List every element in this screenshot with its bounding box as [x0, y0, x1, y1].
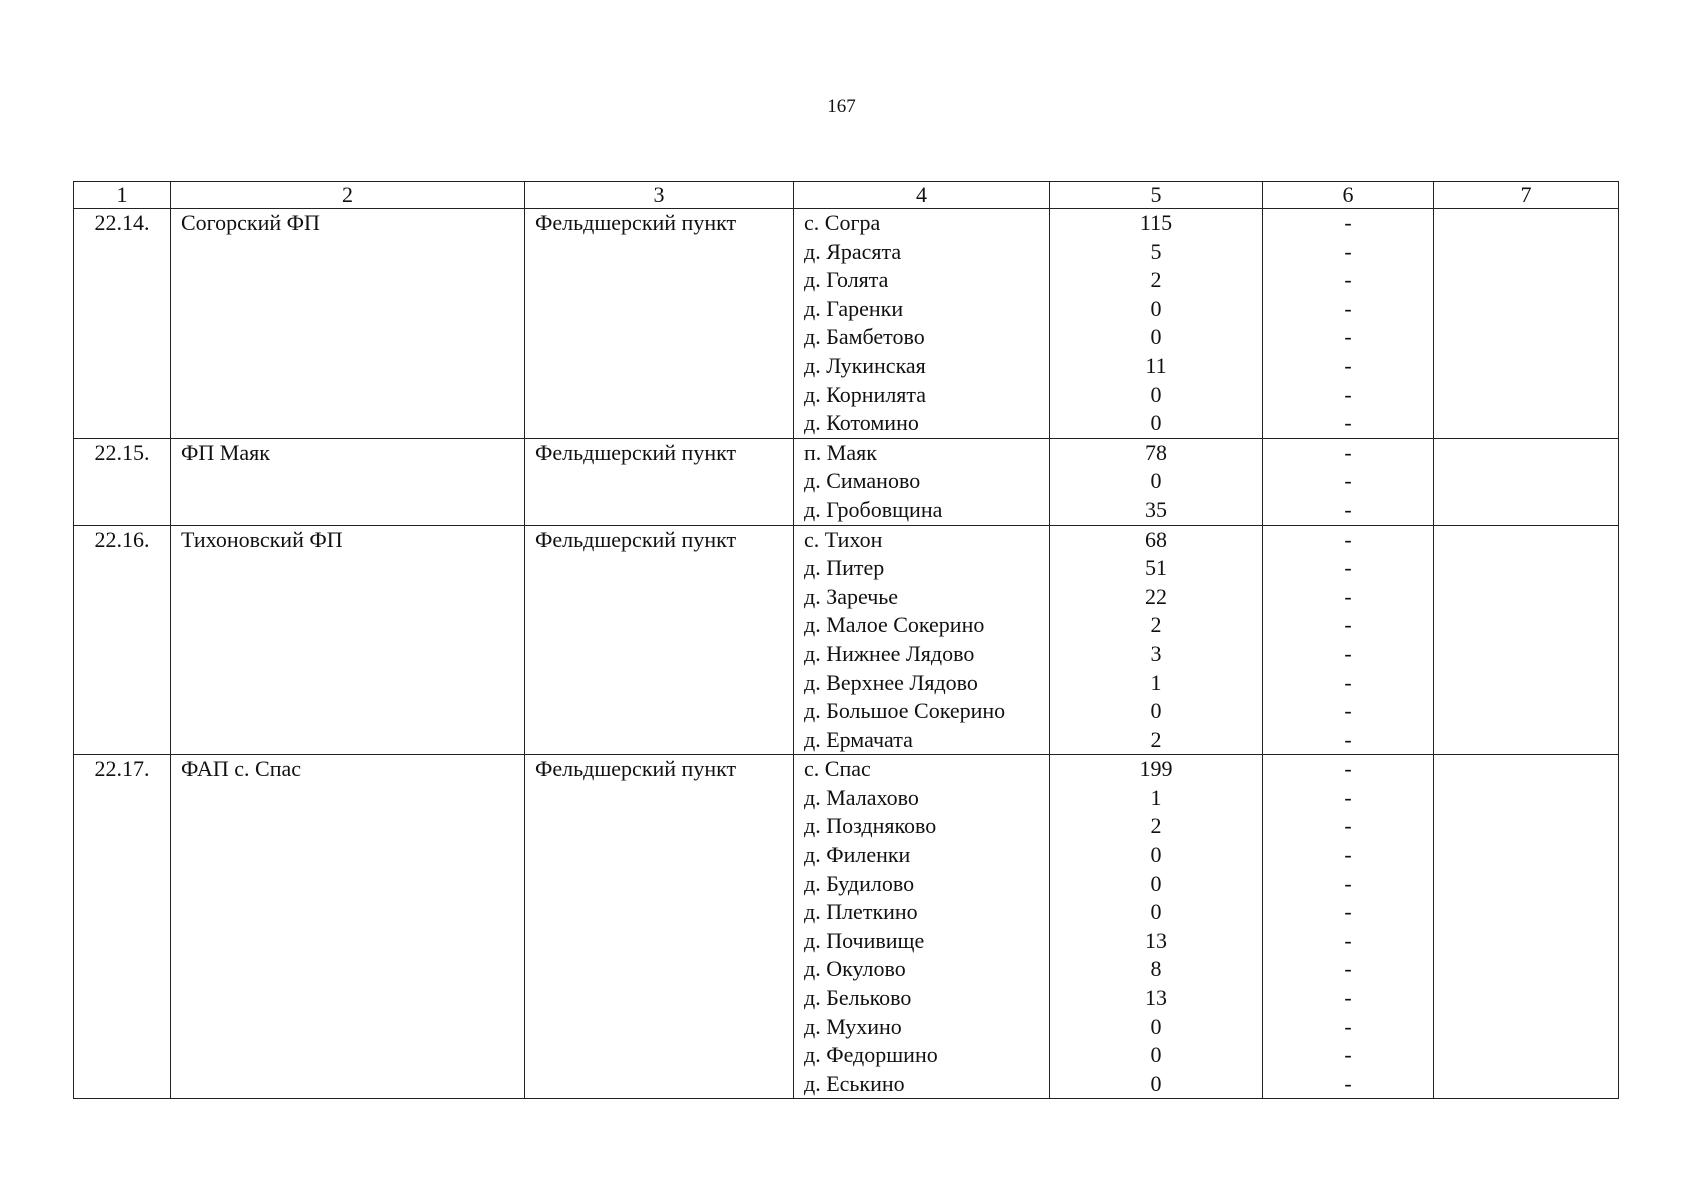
settlement-population: 51 — [1050, 554, 1263, 583]
facility-type — [525, 352, 794, 381]
table-row — [74, 898, 1619, 927]
item-number: 22.16. — [74, 525, 171, 554]
column-7-value — [1434, 984, 1619, 1013]
column-7-value — [1434, 755, 1619, 784]
settlement-name: д. Плеткино — [794, 898, 1050, 927]
facility-type — [525, 409, 794, 438]
table-row — [74, 1070, 1619, 1099]
item-number — [74, 1013, 171, 1042]
item-number — [74, 238, 171, 267]
settlement-name: д. Малахово — [794, 784, 1050, 813]
settlement-population: 0 — [1050, 1041, 1263, 1070]
column-6-value: - — [1263, 697, 1434, 726]
settlement-name: д. Поздняково — [794, 812, 1050, 841]
settlement-name: д. Ярасята — [794, 238, 1050, 267]
settlement-population: 11 — [1050, 352, 1263, 381]
facility-name — [171, 898, 525, 927]
settlement-population: 22 — [1050, 583, 1263, 612]
column-7-value — [1434, 496, 1619, 525]
settlement-population: 0 — [1050, 1013, 1263, 1042]
column-header: 1 — [74, 182, 171, 209]
item-number — [74, 669, 171, 698]
facility-type — [525, 496, 794, 525]
facility-type — [525, 467, 794, 496]
item-number — [74, 726, 171, 755]
column-6-value: - — [1263, 295, 1434, 324]
facility-type: Фельдшерский пункт — [525, 209, 794, 238]
settlement-name: д. Верхнее Лядово — [794, 669, 1050, 698]
table-row — [74, 1041, 1619, 1070]
column-header: 6 — [1263, 182, 1434, 209]
facility-type: Фельдшерский пункт — [525, 525, 794, 554]
column-7-value — [1434, 1070, 1619, 1099]
settlement-name: д. Нижнее Лядово — [794, 640, 1050, 669]
facility-name — [171, 1013, 525, 1042]
column-7-value — [1434, 295, 1619, 324]
settlement-name: д. Еськино — [794, 1070, 1050, 1099]
column-6-value: - — [1263, 1041, 1434, 1070]
table-row — [74, 927, 1619, 956]
settlement-name: д. Ермачата — [794, 726, 1050, 755]
settlement-population: 1 — [1050, 669, 1263, 698]
column-7-value — [1434, 870, 1619, 899]
page-number: 167 — [827, 96, 856, 117]
item-number — [74, 409, 171, 438]
settlement-name: д. Малое Сокерино — [794, 611, 1050, 640]
column-7-value — [1434, 381, 1619, 410]
facility-type — [525, 927, 794, 956]
facility-name: ФП Маяк — [171, 438, 525, 467]
settlement-population: 0 — [1050, 1070, 1263, 1099]
facility-name — [171, 238, 525, 267]
column-7-value — [1434, 640, 1619, 669]
item-number — [74, 640, 171, 669]
settlement-population: 3 — [1050, 640, 1263, 669]
facility-type — [525, 1013, 794, 1042]
settlement-population: 0 — [1050, 323, 1263, 352]
table-row — [74, 409, 1619, 438]
settlement-name: с. Согра — [794, 209, 1050, 238]
settlement-population: 0 — [1050, 697, 1263, 726]
column-7-value — [1434, 726, 1619, 755]
table-row — [74, 955, 1619, 984]
item-number — [74, 927, 171, 956]
column-7-value — [1434, 467, 1619, 496]
table-row — [74, 467, 1619, 496]
settlement-name: д. Голята — [794, 266, 1050, 295]
item-number — [74, 870, 171, 899]
settlement-name: д. Окулово — [794, 955, 1050, 984]
facility-name — [171, 583, 525, 612]
settlement-population: 115 — [1050, 209, 1263, 238]
column-6-value: - — [1263, 467, 1434, 496]
facility-name — [171, 352, 525, 381]
table-row — [74, 669, 1619, 698]
column-7-value — [1434, 841, 1619, 870]
column-6-value: - — [1263, 755, 1434, 784]
table-row — [74, 209, 1619, 238]
column-6-value: - — [1263, 927, 1434, 956]
column-6-value: - — [1263, 611, 1434, 640]
table-row — [74, 381, 1619, 410]
table-row — [74, 352, 1619, 381]
table-row — [74, 784, 1619, 813]
item-number: 22.14. — [74, 209, 171, 238]
item-number — [74, 295, 171, 324]
facility-type — [525, 669, 794, 698]
header-row — [74, 182, 1619, 209]
item-number — [74, 898, 171, 927]
settlement-name: д. Филенки — [794, 841, 1050, 870]
column-7-value — [1434, 583, 1619, 612]
facility-name — [171, 611, 525, 640]
facility-name: Тихоновский ФП — [171, 525, 525, 554]
settlement-population: 0 — [1050, 409, 1263, 438]
column-6-value: - — [1263, 870, 1434, 899]
facility-type — [525, 381, 794, 410]
item-number — [74, 841, 171, 870]
facility-name — [171, 467, 525, 496]
table-row — [74, 755, 1619, 784]
item-number — [74, 1070, 171, 1099]
column-7-value — [1434, 1041, 1619, 1070]
table-row — [74, 496, 1619, 525]
facility-type — [525, 266, 794, 295]
column-7-value — [1434, 784, 1619, 813]
column-7-value — [1434, 697, 1619, 726]
column-6-value: - — [1263, 525, 1434, 554]
table-row — [74, 266, 1619, 295]
facility-type — [525, 583, 794, 612]
settlement-name: д. Большое Сокерино — [794, 697, 1050, 726]
facility-name — [171, 812, 525, 841]
column-6-value: - — [1263, 409, 1434, 438]
facility-name — [171, 955, 525, 984]
settlement-population: 35 — [1050, 496, 1263, 525]
item-number — [74, 955, 171, 984]
settlement-population: 2 — [1050, 266, 1263, 295]
facility-name — [171, 295, 525, 324]
settlement-name: д. Корнилята — [794, 381, 1050, 410]
facility-type — [525, 611, 794, 640]
facility-name — [171, 726, 525, 755]
settlement-population: 0 — [1050, 870, 1263, 899]
column-6-value: - — [1263, 1070, 1434, 1099]
settlement-name: п. Маяк — [794, 438, 1050, 467]
table-row — [74, 295, 1619, 324]
column-7-value — [1434, 927, 1619, 956]
table-row — [74, 984, 1619, 1013]
item-number — [74, 1041, 171, 1070]
facility-name — [171, 927, 525, 956]
column-6-value: - — [1263, 812, 1434, 841]
item-number — [74, 812, 171, 841]
facility-name — [171, 784, 525, 813]
column-6-value: - — [1263, 984, 1434, 1013]
table-row — [74, 554, 1619, 583]
table-row — [74, 697, 1619, 726]
settlement-name: д. Почивище — [794, 927, 1050, 956]
table-row — [74, 870, 1619, 899]
column-6-value: - — [1263, 898, 1434, 927]
settlement-name: с. Тихон — [794, 525, 1050, 554]
facility-type — [525, 295, 794, 324]
column-6-value: - — [1263, 438, 1434, 467]
facility-name — [171, 697, 525, 726]
table-row — [74, 438, 1619, 467]
column-7-value — [1434, 266, 1619, 295]
column-header: 4 — [794, 182, 1050, 209]
settlement-population: 78 — [1050, 438, 1263, 467]
settlement-population: 5 — [1050, 238, 1263, 267]
item-number — [74, 381, 171, 410]
settlement-population: 68 — [1050, 525, 1263, 554]
facility-name — [171, 1070, 525, 1099]
settlement-name: д. Гаренки — [794, 295, 1050, 324]
column-7-value — [1434, 554, 1619, 583]
column-7-value — [1434, 409, 1619, 438]
facility-name — [171, 409, 525, 438]
facility-name — [171, 1041, 525, 1070]
facility-name — [171, 554, 525, 583]
item-number — [74, 496, 171, 525]
facility-type — [525, 955, 794, 984]
table-row — [74, 812, 1619, 841]
settlement-population: 2 — [1050, 726, 1263, 755]
item-number — [74, 467, 171, 496]
column-6-value: - — [1263, 583, 1434, 612]
facility-type: Фельдшерский пункт — [525, 438, 794, 467]
column-6-value: - — [1263, 323, 1434, 352]
facility-type — [525, 1041, 794, 1070]
settlement-name: д. Бельково — [794, 984, 1050, 1013]
settlement-name: д. Питер — [794, 554, 1050, 583]
column-6-value: - — [1263, 266, 1434, 295]
facility-name — [171, 669, 525, 698]
column-6-value: - — [1263, 352, 1434, 381]
settlement-population: 0 — [1050, 841, 1263, 870]
item-number — [74, 984, 171, 1013]
facility-name: ФАП с. Спас — [171, 755, 525, 784]
item-number — [74, 323, 171, 352]
facility-type — [525, 984, 794, 1013]
facility-type — [525, 323, 794, 352]
table-row — [74, 726, 1619, 755]
item-number — [74, 697, 171, 726]
column-header: 2 — [171, 182, 525, 209]
facility-type — [525, 554, 794, 583]
facility-type: Фельдшерский пункт — [525, 755, 794, 784]
column-7-value — [1434, 669, 1619, 698]
settlement-name: д. Симаново — [794, 467, 1050, 496]
facility-name — [171, 984, 525, 1013]
settlement-population: 8 — [1050, 955, 1263, 984]
facility-type — [525, 784, 794, 813]
facility-name — [171, 266, 525, 295]
settlement-population: 0 — [1050, 467, 1263, 496]
settlement-population: 2 — [1050, 812, 1263, 841]
settlement-name: д. Гробовщина — [794, 496, 1050, 525]
column-6-value: - — [1263, 209, 1434, 238]
column-7-value — [1434, 209, 1619, 238]
settlement-population: 13 — [1050, 927, 1263, 956]
table-row — [74, 640, 1619, 669]
column-6-value: - — [1263, 640, 1434, 669]
column-7-value — [1434, 352, 1619, 381]
column-6-value: - — [1263, 726, 1434, 755]
settlement-population: 1 — [1050, 784, 1263, 813]
facility-name — [171, 640, 525, 669]
column-7-value — [1434, 238, 1619, 267]
column-7-value — [1434, 955, 1619, 984]
settlement-name: д. Федоршино — [794, 1041, 1050, 1070]
column-7-value — [1434, 812, 1619, 841]
settlement-name: д. Лукинская — [794, 352, 1050, 381]
item-number: 22.17. — [74, 755, 171, 784]
table-row — [74, 583, 1619, 612]
settlement-population: 0 — [1050, 295, 1263, 324]
item-number — [74, 352, 171, 381]
facility-type — [525, 697, 794, 726]
settlement-population: 0 — [1050, 381, 1263, 410]
settlement-name: д. Заречье — [794, 583, 1050, 612]
table-row — [74, 841, 1619, 870]
column-7-value — [1434, 1013, 1619, 1042]
settlement-population: 0 — [1050, 898, 1263, 927]
facility-type — [525, 841, 794, 870]
facility-type — [525, 870, 794, 899]
column-header: 5 — [1050, 182, 1263, 209]
column-6-value: - — [1263, 669, 1434, 698]
facility-type — [525, 812, 794, 841]
settlement-name: с. Спас — [794, 755, 1050, 784]
table-row — [74, 323, 1619, 352]
column-6-value: - — [1263, 1013, 1434, 1042]
column-6-value: - — [1263, 784, 1434, 813]
table-row — [74, 611, 1619, 640]
item-number — [74, 611, 171, 640]
column-7-value — [1434, 323, 1619, 352]
facility-type — [525, 726, 794, 755]
settlement-population: 13 — [1050, 984, 1263, 1013]
settlement-name: д. Будилово — [794, 870, 1050, 899]
item-number — [74, 554, 171, 583]
column-7-value — [1434, 611, 1619, 640]
item-number — [74, 784, 171, 813]
facility-name — [171, 323, 525, 352]
facility-name — [171, 381, 525, 410]
column-7-value — [1434, 898, 1619, 927]
column-header: 3 — [525, 182, 794, 209]
table-row — [74, 525, 1619, 554]
column-7-value — [1434, 525, 1619, 554]
facility-name — [171, 841, 525, 870]
column-header: 7 — [1434, 182, 1619, 209]
settlement-population: 2 — [1050, 611, 1263, 640]
facility-type — [525, 238, 794, 267]
item-number: 22.15. — [74, 438, 171, 467]
column-6-value: - — [1263, 554, 1434, 583]
facility-name — [171, 496, 525, 525]
item-number — [74, 266, 171, 295]
facility-type — [525, 1070, 794, 1099]
settlement-name: д. Котомино — [794, 409, 1050, 438]
column-6-value: - — [1263, 841, 1434, 870]
table-row — [74, 238, 1619, 267]
settlement-population: 199 — [1050, 755, 1263, 784]
settlements-table — [73, 181, 1619, 1099]
settlement-name: д. Мухино — [794, 1013, 1050, 1042]
facility-name: Согорский ФП — [171, 209, 525, 238]
facility-type — [525, 640, 794, 669]
facility-type — [525, 898, 794, 927]
facility-name — [171, 870, 525, 899]
settlement-name: д. Бамбетово — [794, 323, 1050, 352]
table-row — [74, 1013, 1619, 1042]
column-6-value: - — [1263, 381, 1434, 410]
item-number — [74, 583, 171, 612]
column-7-value — [1434, 438, 1619, 467]
column-6-value: - — [1263, 496, 1434, 525]
column-6-value: - — [1263, 238, 1434, 267]
column-6-value: - — [1263, 955, 1434, 984]
